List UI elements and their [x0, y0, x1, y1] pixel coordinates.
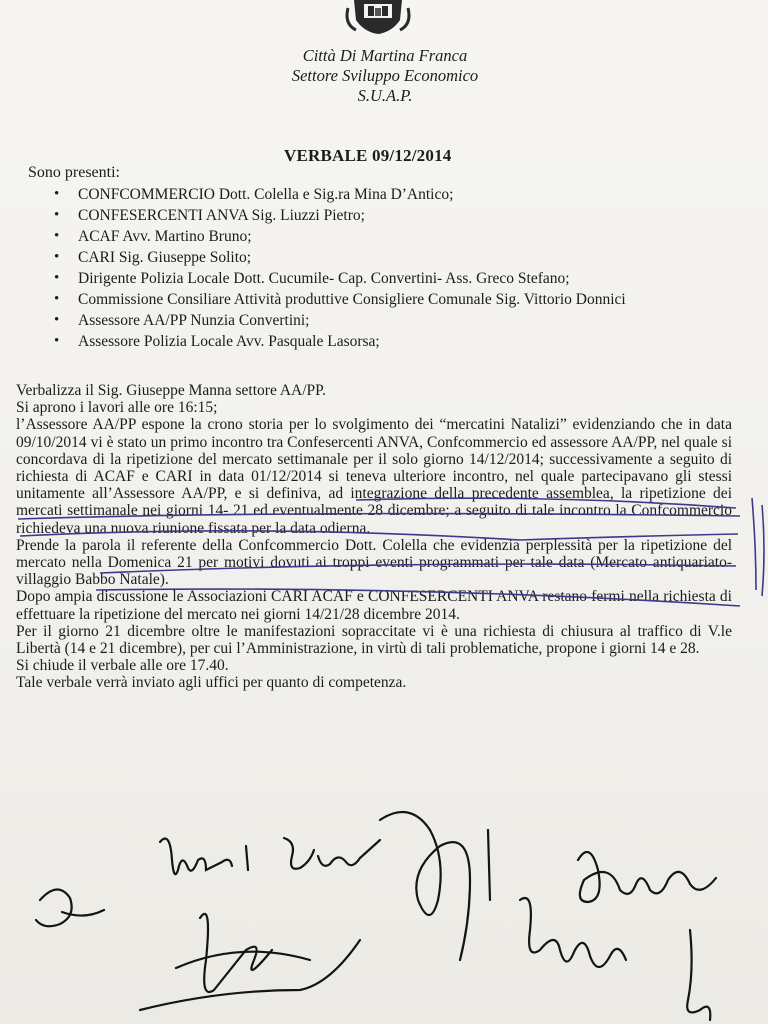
signature [687, 930, 710, 1020]
attendee-item: • CONFESERCENTI ANVA Sig. Liuzzi Pietro; [0, 206, 740, 225]
attendee-item: • Dirigente Polizia Locale Dott. Cucumile- Cap. Convertini- Ass. Greco Stefano; [0, 269, 740, 288]
header-office: S.U.A.P. [357, 86, 413, 105]
header-department: Settore Sviluppo Economico [291, 66, 479, 85]
signature [578, 852, 716, 902]
document-title: VERBALE 09/12/2014 [284, 146, 452, 165]
minutes-paragraph: Per il giorno 21 dicembre oltre le manifestazioni sopraccitate vi è una richiesta di chiusura al traffico di V.le Libertà (14 e 21 dicembre), per cui l’Amministrazione, in virtù di tali problematiche, propone i giorni 14 e 28. [16, 622, 732, 658]
attendee-item: • Commissione Consiliare Attività produttive Consigliere Comunale Sig. Vittorio Donnici [0, 290, 740, 309]
minutes-paragraph: Si aprono i lavori alle ore 16:15; [16, 399, 218, 417]
signature [36, 889, 104, 926]
attendee-item: • CARI Sig. Giuseppe Solito; [0, 248, 740, 267]
minutes-paragraph: Verbalizza il Sig. Giuseppe Manna settore AA/PP. [16, 382, 326, 399]
minutes-paragraph: Dopo ampia discussione le Associazioni CARI ACAF e CONFESERCENTI ANVA restano fermi nella richiesta di effettuare la ripetizione del mercato nei giorni 14/21/28 dicembre 2014. [16, 588, 732, 623]
attendee-item: • CONFCOMMERCIO Dott. Colella e Sig.ra Mina D’Antico; [0, 185, 740, 204]
signature [160, 839, 248, 875]
signature [284, 838, 380, 869]
attendee-item: • Assessore AA/PP Nunzia Convertini; [0, 311, 740, 330]
present-label: Sono presenti: [28, 164, 120, 181]
signature [380, 812, 490, 960]
signature [140, 914, 360, 1010]
minutes-paragraph: Si chiude il verbale alle ore 17.40. [16, 657, 229, 675]
attendee-item: • ACAF Avv. Martino Bruno; [0, 227, 740, 246]
header-city: Città Di Martina Franca [302, 46, 468, 65]
attendee-item: • Assessore Polizia Locale Avv. Pasquale Lasorsa; [0, 332, 740, 351]
minutes-paragraph: Tale verbale verrà inviato agli uffici per quanto di competenza. [16, 674, 407, 692]
signature [520, 898, 626, 967]
minutes-paragraph: Prende la parola il referente della Confcommercio Dott. Colella che evidenzia perplessità per la ripetizione del mercato nella Domenica 21 per motivi dovuti ai troppi eventi programmati per tale data (Mercato antiquariato-villaggio Babbo Natale). [16, 536, 732, 589]
minutes-paragraph: l’Assessore AA/PP espone la crono storia per lo svolgimento dei “mercatini Natalizi” evidenziando che in data 09/10/2014 vi è stato un primo incontro tra Confesercenti ANVA, Confcommercio ed assessore AA/PP, nel quale si concordava di la ripetizione del mercato settimanale per il solo giorno 14/12/2014; successivamente a seguito di richiesta di ACAF e CARI in data 01/12/2014 si teneva ulteriore incontro, nel quale partecipavano gli stessi unitamente all’Assessore AA/PP, e si definiva, ad integrazione della precedente assemblea, la ripetizione dei mercati settimanale nei giorni 14- 21 ed eventualmente 28 dicembre; a seguito di tale incontro la Confcommercio richiedeva una nuova riunione fissata per la data odierna. [16, 416, 732, 537]
